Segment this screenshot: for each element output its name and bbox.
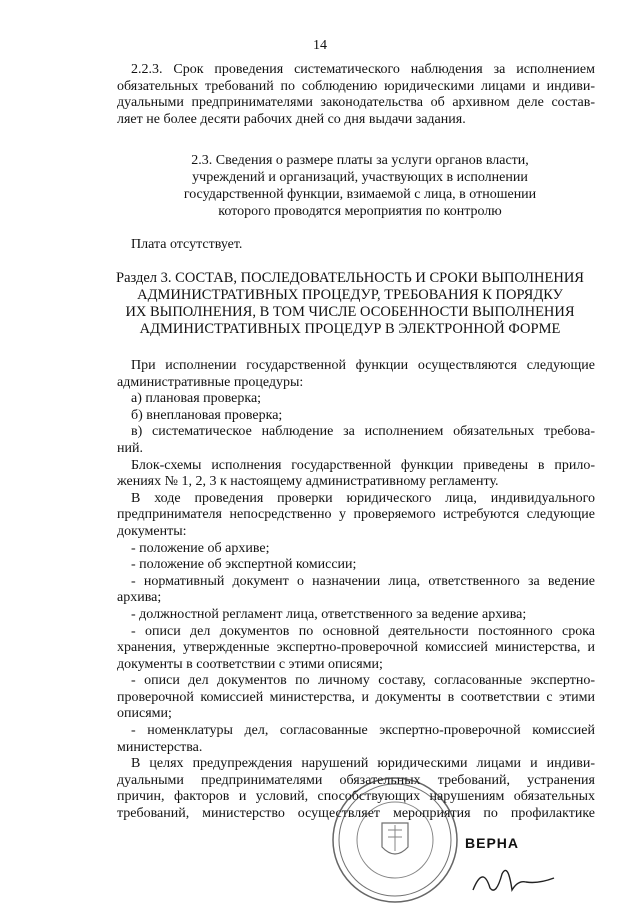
heading-line: АДМИНИСТРАТИВНЫХ ПРОЦЕДУР В ЭЛЕКТРОННОЙ ФОРМЕ <box>139 321 561 337</box>
certified-stamp-text: ВЕРНА <box>465 835 520 851</box>
list-item: - номенклатуры дел, согласованные экспертно-проверочной комиссией <box>131 723 595 739</box>
text-line: описями; <box>117 706 172 722</box>
heading-line: государственной функции, взимаемой с лица, в отношении <box>183 187 537 202</box>
list-item: в) систематическое наблюдение за исполнением обязательных требова- <box>131 424 595 440</box>
list-item: - описи дел документов по личному составу, согласованные экспертно- <box>131 673 595 689</box>
list-item: - положение об экспертной комиссии; <box>131 557 357 573</box>
text-line: предпринимателя непосредственно у проверяемого истребуются следующие <box>117 507 595 523</box>
procedures-block <box>117 358 595 823</box>
heading-line: Раздел 3. СОСТАВ, ПОСЛЕДОВАТЕЛЬНОСТЬ И СРОКИ ВЫПОЛНЕНИЯ <box>116 270 584 286</box>
text-line: проверочной комиссией министерства, и документы в соответствии с этими <box>117 689 595 705</box>
heading-line: учреждений и организаций, участвующих в исполнении <box>192 170 528 185</box>
text-line: причин, факторов и условий, способствующих нарушениям обязательных <box>117 789 595 805</box>
text-line: При исполнении государственной функции осуществляются следующие <box>131 358 595 373</box>
heading-line: ИХ ВЫПОЛНЕНИЯ, В ТОМ ЧИСЛЕ ОСОБЕННОСТИ ВЫПОЛНЕНИЯ <box>125 304 575 320</box>
text-line: ний. <box>117 440 143 456</box>
text-line: документы: <box>117 523 187 539</box>
official-seal-icon <box>330 775 460 905</box>
text-line: жениях № 1, 2, 3 к настоящему административному регламенту. <box>117 474 499 490</box>
signature-icon <box>468 860 558 900</box>
heading-line: 2.3. Сведения о размере платы за услуги органов власти, <box>191 153 529 168</box>
text-line: Блок-схемы исполнения государственной функции приведены в прило- <box>131 457 595 473</box>
list-item: - нормативный документ о назначении лица, ответственного за ведение <box>131 573 595 589</box>
text-line: хранения, утвержденные экспертно-проверочной комиссией министерства, и <box>117 640 595 656</box>
heading-line: которого проводятся мероприятия по контролю <box>218 204 502 219</box>
text-line: министерства. <box>117 739 203 755</box>
text-line: Плата отсутствует. <box>131 237 243 252</box>
text-line: дуальными предпринимателями законодательства об архивном деле состав- <box>117 95 595 111</box>
text-line: дуальными предпринимателями обязательных требований, устранения <box>117 772 595 788</box>
text-line: документы в соответствии с этими описями; <box>117 656 383 672</box>
heading-2-3 <box>165 152 555 220</box>
text-line: В целях предупреждения нарушений юридическими лицами и индиви- <box>131 756 595 772</box>
paragraph-2-2-3 <box>117 62 595 128</box>
list-item: б) внеплановая проверка; <box>131 407 283 423</box>
heading-line: АДМИНИСТРАТИВНЫХ ПРОЦЕДУР, ТРЕБОВАНИЯ К ПОРЯДКУ <box>137 287 563 303</box>
text-line: обязательных требований по соблюдению юридическими лицами и индиви- <box>117 78 595 94</box>
list-item: - описи дел документов по основной деятельности постоянного срока <box>131 623 595 639</box>
list-item: - положение об архиве; <box>131 540 270 556</box>
text-line: требований, министерство осуществляет мероприятия по профилактике <box>117 806 595 822</box>
text-line: архива; <box>117 590 162 606</box>
list-item: а) плановая проверка; <box>131 391 262 407</box>
text-line: 2.2.3. Срок проведения систематического наблюдения за исполнением <box>131 62 595 77</box>
fee-paragraph <box>117 237 595 254</box>
text-line: ляет не более десяти рабочих дней со дня выдачи задания. <box>117 111 466 127</box>
section-3-heading <box>90 270 610 338</box>
text-line: В ходе проведения проверки юридического лица, индивидуального <box>131 490 595 506</box>
list-item: - должностной регламент лица, ответственного за ведение архива; <box>131 606 527 622</box>
page-number: 14 <box>313 38 327 53</box>
text-line: административные процедуры: <box>117 374 304 390</box>
